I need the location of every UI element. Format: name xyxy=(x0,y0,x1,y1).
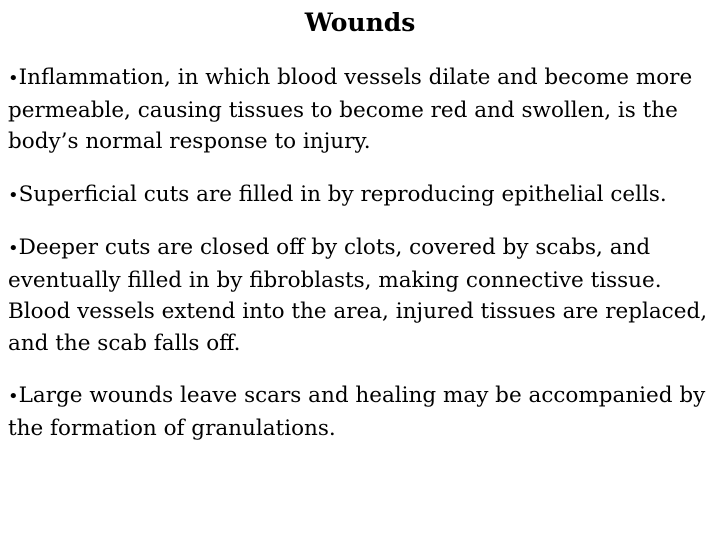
bullet-text: Deeper cuts are closed off by clots, covered by scabs, and eventually filled in by fibroblasts, making connective tissue. Blood vessels extend into the area, injured tissues are replaced, and the scab falls off. xyxy=(8,235,708,356)
bullet-marker: • xyxy=(8,184,19,206)
bullet-item-large-wounds xyxy=(8,380,714,444)
bullet-text: Superficial cuts are filled in by reproducing epithelial cells. xyxy=(18,181,667,207)
slide-title: Wounds xyxy=(304,8,416,37)
bullet-marker: • xyxy=(8,68,19,89)
bullet-text: Large wounds leave scars and healing may be accompanied by the formation of granulations. xyxy=(8,383,706,441)
bullet-marker: • xyxy=(8,386,19,407)
bullet-item-superficial-cuts xyxy=(8,179,714,212)
bullet-item-deeper-cuts xyxy=(8,232,714,359)
bullet-list xyxy=(8,62,714,465)
bullet-marker: • xyxy=(8,238,19,259)
bullet-text: Inflammation, in which blood vessels dilate and become more permeable, causing tissues to become red and swollen, is the body’s normal response to injury. xyxy=(8,65,693,154)
bullet-item-inflammation xyxy=(8,62,714,158)
